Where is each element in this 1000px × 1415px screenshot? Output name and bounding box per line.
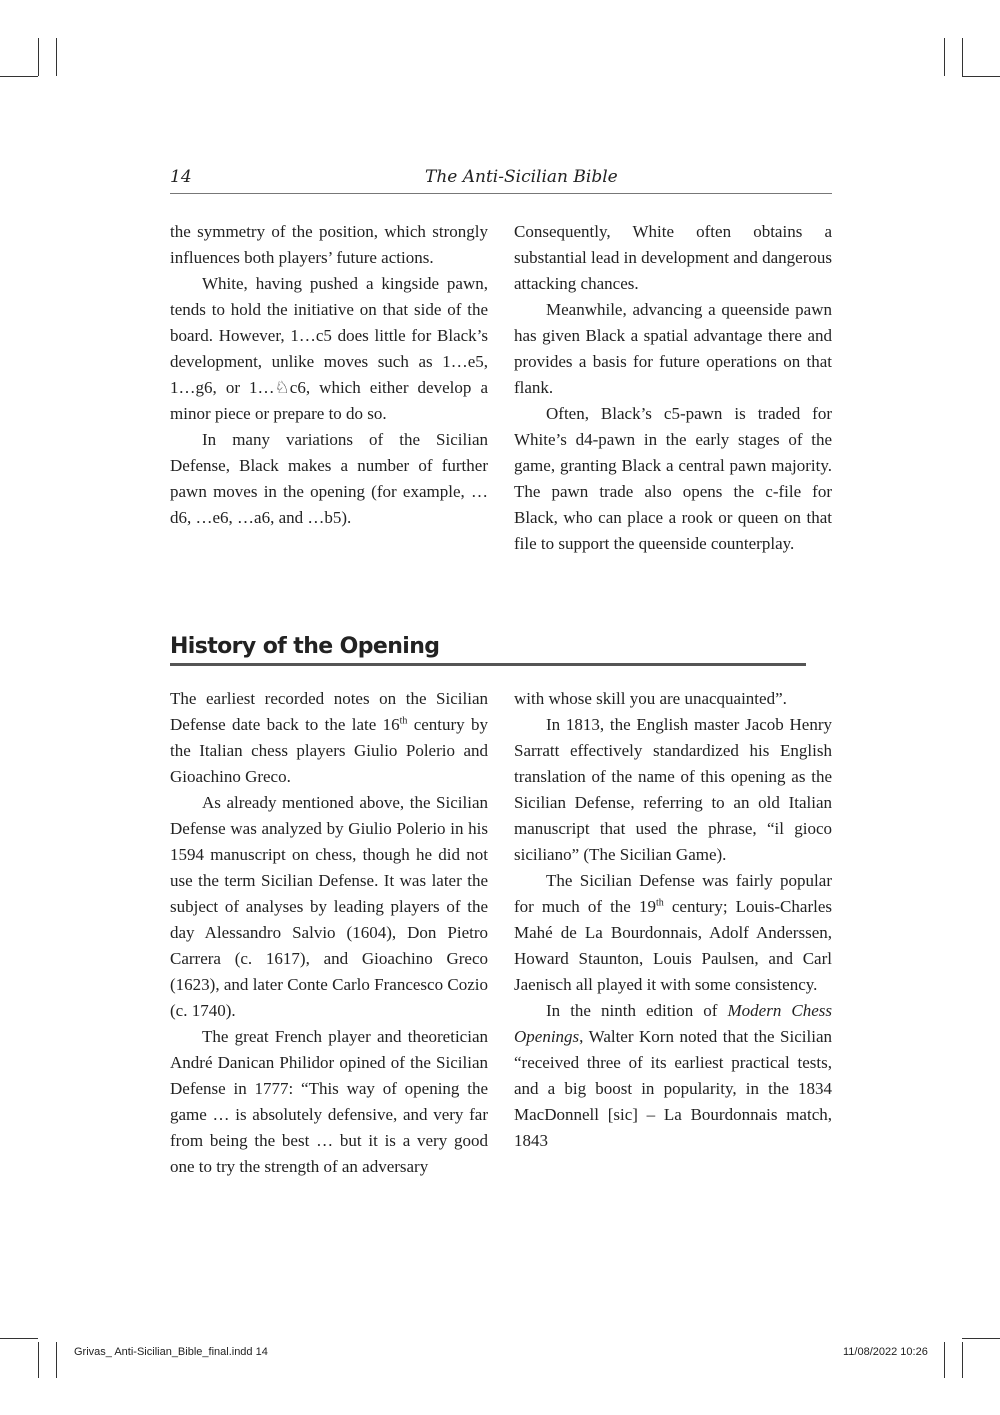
crop-mark bbox=[944, 1342, 945, 1378]
crop-mark bbox=[962, 1338, 1000, 1339]
crop-mark bbox=[38, 1342, 39, 1378]
paragraph: White, having pushed a kingside pawn, tends to hold the initiative on that side of the board. However, 1…c5 does little for Black’s development, unlike moves such as 1…e5, 1…g6, or 1…♘c6, which either develop a minor piece or prepare to do so. bbox=[170, 274, 488, 423]
slug-datetime: 11/08/2022 10:26 bbox=[843, 1346, 928, 1358]
top-left-column bbox=[170, 219, 488, 531]
paragraph: The great French player and theoretician André Danican Philidor opined of the Sicilian Defense in 1777: “This way of opening the game … is absolutely defensive, and very far from being the best … but it is a very good one to try the strength of an adversary bbox=[170, 1027, 488, 1176]
page-number: 14 bbox=[170, 167, 192, 187]
crop-mark bbox=[38, 38, 39, 76]
crop-mark bbox=[962, 1342, 963, 1378]
paragraph: the symmetry of the position, which strongly influences both players’ future actions. bbox=[170, 222, 488, 267]
section-rule bbox=[170, 663, 806, 666]
paragraph: The earliest recorded notes on the Sicilian Defense date back to the late 16th century by the Italian chess players Giulio Polerio and Gioachino Greco. bbox=[170, 689, 489, 786]
bottom-left-column bbox=[170, 686, 488, 1180]
top-right-column bbox=[514, 219, 832, 557]
crop-mark bbox=[944, 38, 945, 76]
section-heading: History of the Opening bbox=[170, 634, 440, 659]
crop-mark bbox=[0, 1338, 38, 1339]
paragraph: Consequently, White often obtains a substantial lead in development and dangerous attacking chances. bbox=[514, 222, 832, 293]
paragraph: In 1813, the English master Jacob Henry Sarratt effectively standardized his English translation of the name of this opening as the Sicilian Defense, referring to an old Italian manuscript that used the phrase, “il gioco siciliano” (The Sicilian Game). bbox=[514, 715, 832, 864]
crop-mark bbox=[56, 38, 57, 76]
paragraph: In many variations of the Sicilian Defense, Black makes a number of further pawn moves in the opening (for example, …d6, …e6, …a6, and …b5). bbox=[170, 430, 488, 527]
slug-filename: Grivas_ Anti-Sicilian_Bible_final.indd 14 bbox=[74, 1346, 268, 1358]
paragraph: In the ninth edition of Modern Chess Openings, Walter Korn noted that the Sicilian “received three of its earliest practical tests, and a big boost in popularity, in the 1834 MacDonnell [sic] – La Bourdonnais match, 1843 bbox=[514, 1001, 832, 1150]
paragraph: Often, Black’s c5-pawn is traded for White’s d4-pawn in the early stages of the game, granting Black a central pawn majority. The pawn trade also opens the c-file for Black, who can place a rook or queen on that file to support the queenside counterplay. bbox=[514, 404, 832, 553]
paragraph: As already mentioned above, the Sicilian Defense was analyzed by Giulio Polerio in his 1594 manuscript on chess, though he did not use the term Sicilian Defense. It was later the subject of analyses by leading players of the day Alessandro Salvio (1604), Don Pietro Carrera (c. 1617), and Gioachino Greco (1623), and later Conte Carlo Francesco Cozio (c. 1740). bbox=[170, 793, 488, 1020]
paragraph: The Sicilian Defense was fairly popular for much of the 19th century; Louis-Charles Mahé de La Bourdonnais, Adolf Anderssen, Howard Staunton, Louis Paulsen, and Carl Jaenisch all played it with some consistency. bbox=[514, 871, 832, 994]
crop-mark bbox=[962, 76, 1000, 77]
paragraph: Meanwhile, advancing a queenside pawn has given Black a spatial advantage there and provides a basis for future operations on that flank. bbox=[514, 300, 832, 397]
crop-mark bbox=[0, 76, 38, 77]
header-rule bbox=[170, 193, 832, 194]
running-title: The Anti-Sicilian Bible bbox=[425, 167, 618, 187]
crop-mark bbox=[962, 38, 963, 76]
bottom-right-column bbox=[514, 686, 832, 1154]
crop-mark bbox=[56, 1342, 57, 1378]
paragraph: with whose skill you are unacquainted”. bbox=[514, 689, 787, 708]
